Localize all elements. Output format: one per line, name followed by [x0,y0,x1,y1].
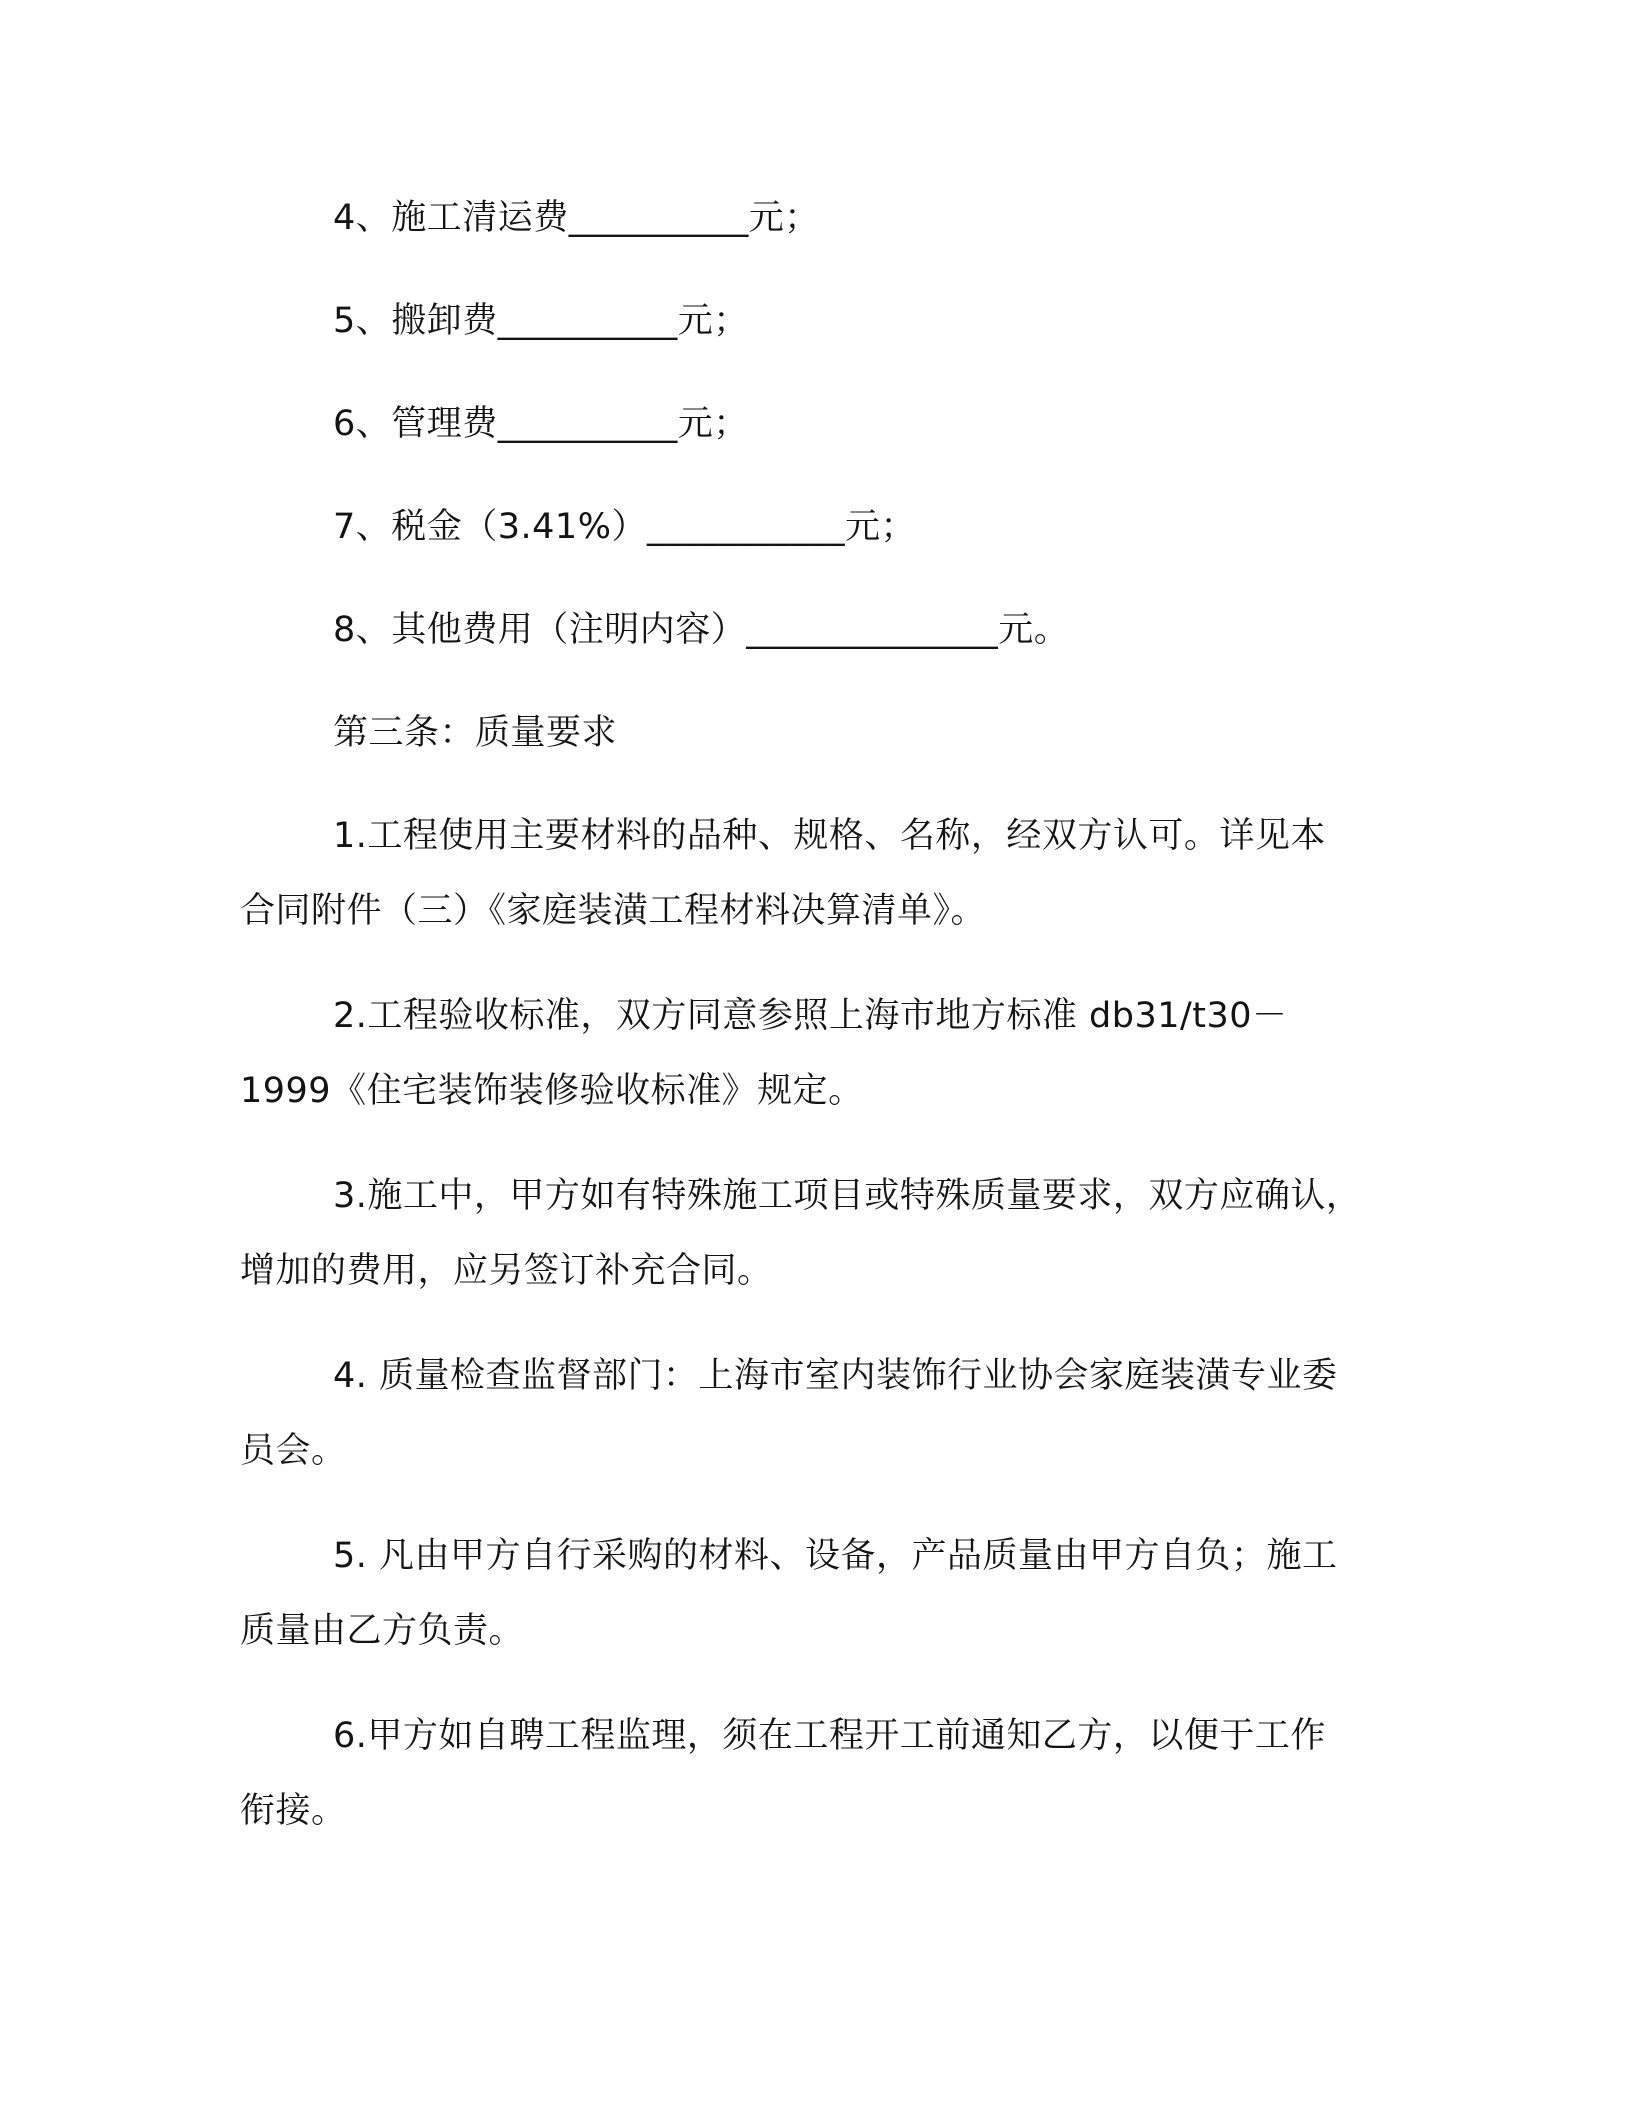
fee-item-handling: 5、搬卸费__________元； [333,301,749,341]
clause-1-line-1: 1.工程使用主要材料的品种、规格、名称，经双方认可。详见本 [333,816,1326,856]
fee-item-other: 8、其他费用（注明内容）______________元。 [333,610,1070,650]
fee-item-cleanup: 4、施工清运费__________元； [333,198,820,238]
clause-4-line-2: 员会。 [240,1431,347,1471]
clause-4-line-1: 4. 质量检查监督部门：上海市室内装饰行业协会家庭装潢专业委 [333,1356,1338,1396]
section-heading: 第三条：质量要求 [333,713,618,753]
fee-item-tax: 7、税金（3.41%）___________元； [333,507,916,547]
clause-3-line-2: 增加的费用，应另签订补充合同。 [240,1251,773,1291]
clause-2-line-2: 1999《住宅装饰装修验收标准》规定。 [240,1071,864,1111]
clause-2-line-1: 2.工程验收标准，双方同意参照上海市地方标准 db31/t30－ [333,996,1288,1036]
fee-item-management: 6、管理费__________元； [333,404,749,444]
clause-5-line-1: 5. 凡由甲方自行采购的材料、设备，产品质量由甲方自负；施工 [333,1536,1338,1576]
clause-6-line-1: 6.甲方如自聘工程监理，须在工程开工前通知乙方，以便于工作 [333,1716,1326,1756]
clause-6-line-2: 衔接。 [240,1791,347,1831]
clause-5-line-2: 质量由乙方负责。 [240,1611,525,1651]
clause-3-line-1: 3.施工中，甲方如有特殊施工项目或特殊质量要求，双方应确认， [333,1176,1362,1216]
clause-1-line-2: 合同附件（三）《家庭装潢工程材料决算清单》。 [240,891,987,931]
